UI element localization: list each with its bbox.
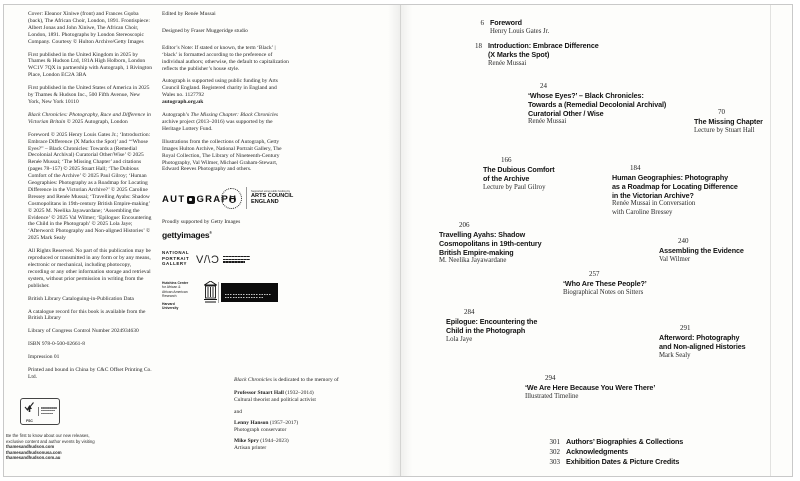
building-icon [204, 281, 217, 308]
uk-publication: First published in the United Kingdom in 2025 by Thames & Hudson Ltd, 181A High Holborn, London WC1V 7QX in partnership with Autograph, 1 Rivington Place, London EC2A 3BA [28, 51, 152, 79]
hutchins-line-1: Hutchins Center [162, 281, 189, 285]
toc-entry-dubious-comfort [483, 156, 555, 192]
toc-author: Lecture by Paul Gilroy [483, 183, 546, 191]
toc-entry-whose-eyes [528, 82, 666, 127]
publisher-footer-note [6, 433, 116, 461]
toc-page-number: 284 [464, 308, 475, 316]
missing-chapter-note [162, 112, 290, 133]
dedication-intro [234, 377, 346, 384]
spine-line [400, 5, 401, 476]
autograph-logo-text-left: AUT [162, 194, 186, 205]
colophon-column-1 [28, 11, 153, 387]
gallery-logo-black-box [221, 283, 278, 302]
toc-entry-foreword [468, 19, 549, 36]
toc-title: The Missing Chapter [694, 117, 763, 127]
person-2-role: Photograph conservator [234, 427, 287, 434]
toc-title: Assembling the Evidence [659, 246, 744, 256]
toc-page-number: 294 [545, 374, 556, 382]
toc-entry-afterword [659, 324, 746, 360]
getty-trademark: ® [209, 231, 212, 236]
toc-title: Foreword [490, 18, 522, 27]
autograph-logo-text-right: GRAPH [196, 194, 238, 205]
toc-page-number: 18 [475, 42, 482, 50]
toc-entry-introduction [466, 42, 599, 68]
edited-by: Edited by Renée Mussai [162, 11, 216, 17]
toc-entry-missing-chapter [694, 108, 763, 135]
fsc-label: FSC [26, 418, 33, 423]
page-trim-line [770, 5, 771, 476]
dedication-person-1 [234, 390, 346, 404]
ace-name-2: ENGLAND [251, 199, 279, 205]
getty-images-logo [162, 230, 212, 240]
toc-page-number: 184 [630, 164, 641, 172]
toc-entry-exhibition-dates [538, 458, 683, 467]
person-3-name: Mike Spry [234, 438, 259, 445]
mc-pre: Autograph’s [162, 112, 191, 119]
toc-title-line-2: Cosmopolitans in 19th-century [439, 238, 542, 248]
getty-support-note: Proudly supported by Getty Images [162, 219, 241, 225]
toc-author: M. Neelika Jayawardane [439, 257, 507, 265]
toc-author-line-2: with Caroline Bressey [612, 208, 673, 216]
footer-url-2: thamesandhudsonusa.com [6, 449, 62, 455]
bl-cip: British Library Cataloguing-in-Publication Data [28, 295, 134, 302]
illustrations-note: Illustrations from the collections of Autograph, Getty Images Hulton Archive, National Portrait Gallery, The Royal Collection, The Library of Nineteenth-Century Photography, Val Wilmer, Michael Graham-Stewart, Edward Reeves Photography and others. [162, 138, 282, 173]
arts-council-text [251, 190, 293, 206]
viad-caption-bars [223, 256, 250, 265]
mc-post: archive project (2013–2016) was supported by the Heritage Lottery Fund. [162, 118, 273, 132]
book-copyright-rest: © 2025 Autograph, London [65, 118, 128, 125]
ace-support-note [162, 78, 290, 106]
person-3-dates: (1944–2023) [258, 438, 289, 445]
toc-page-number: 303 [549, 457, 560, 466]
contributor-copyrights: Foreword © 2025 Henry Louis Gates Jr.; ‘Introduction: Embrace Difference (X Marks the Spot)’ and ‘“Whose Eyes?” – Black Chronicles: Towards a (Remedial Decolonial Archival) Curatorial Other/Wise’ © 2025 Renée Mussai; ‘The Missing Chapter’ and citations (pages 78–157) © 2025 Stuart Hall; ‘The Dubious Comfort of the Archive’ © 2025 Paul Gilroy; ‘Human Geographies: Photography as a Roadmap for Locating Difference in the Victorian Archive?’ © 2025 Caroline Bressey and Renée Mussai; ‘Travelling Ayahs: Shadow Cosmopolitans in 19th-century British Empire-making’ © 2025 M. Neelika Jayawardane; ‘Assembling the Evidence’ © 2025 Val Wilmer; ‘Epilogue: Encountering the Child in the Photograph’ © 2025 Lola Jaye; ‘Afterword: Photography and Non-aligned Histories’ © 2025 Mark Sealy [28, 131, 152, 242]
toc-title: Acknowledgments [566, 446, 629, 456]
toc-entry-we-are-here [525, 374, 655, 401]
toc-author: Renée Mussai [528, 118, 567, 126]
toc-page-number: 302 [549, 447, 560, 456]
toc-page-number: 70 [718, 108, 725, 116]
toc-subtitle: Illustrated Timeline [525, 392, 579, 400]
us-publication: First published in the United States of America in 2025 by Thames & Hudson Inc., 500 Fifth Avenue, New York, New York 10110 [28, 85, 150, 105]
viad-glyph: V/\Ɔ [196, 254, 220, 266]
toc-page-number: 206 [459, 221, 470, 229]
dedication-person-2 [234, 420, 346, 434]
toc-author: Renée Mussai in Conversation [612, 200, 696, 208]
toc-title: Authors’ Biographies & Collections [566, 437, 684, 446]
toc-page-number: 301 [549, 438, 560, 446]
book-copyright [28, 112, 153, 126]
autograph-url: autograph.org.uk [162, 99, 204, 106]
getty-wordmark: gettyimages [162, 230, 210, 240]
person-1-role: Cultural theorist and political activist [234, 397, 316, 404]
toc-title: ‘Who Are These People?’ [563, 279, 647, 289]
toc-title: Exhibition Dates & Picture Credits [566, 456, 680, 466]
toc-page-number: 166 [501, 156, 512, 164]
dedication-person-3 [234, 438, 346, 452]
designed-by: Designed by Fraser Muggeridge studio [162, 27, 248, 34]
toc-author: Lola Jaye [446, 335, 473, 343]
footer-line-1: Be the first to know about our new releases, [6, 433, 90, 438]
mc-title: The Missing Chapter: Black Chronicles [190, 112, 279, 119]
hutchins-line-2: for African & [162, 285, 181, 290]
harvard-line-2: University [162, 306, 179, 311]
toc-title: Human Geographies: Photography [612, 173, 729, 183]
toc-subtitle: Biographical Notes on Sitters [563, 288, 644, 296]
editors-note: Editor’s Note: If stated or known, the term ‘Black’ | ‘black’ is formatted according to the preference of individual authors; otherwise, the default to capitalization reflects the publisher’s house style. [162, 44, 289, 72]
logo-divider-2 [218, 282, 219, 303]
toc-title-line-3: British Empire-making [439, 247, 514, 257]
toc-title-line-2: Towards a (Remedial Decolonial Archival) [528, 99, 667, 109]
logo-divider [246, 187, 247, 209]
toc-title-line-2: as a Roadmap for Locating Difference [612, 181, 738, 191]
person-3-role: Artisan printer [234, 445, 267, 452]
printed-in: Printed and bound in China by C&C Offset Printing Co. Ltd. [28, 367, 152, 380]
toc-entry-authors-biographies [538, 438, 683, 447]
ace-tagline: Supported using public funding by [251, 190, 291, 194]
toc-page-number: 291 [680, 324, 691, 332]
hutchins-line-3: African American [162, 289, 188, 294]
toc-title: Introduction: Embrace Difference [488, 41, 599, 50]
toc-title-line-2: Child in the Photograph [446, 325, 526, 335]
cover-credit: Cover: Eleanor Xiniwe (front) and Frances Gqoba (back), The African Choir, London, 1891. Frontispiece: Albert Jonas and John Xiniwe, The African Choir, London, 1891. Photographs by London Stereoscopic Company. Courtesy © Hulton Archive/Getty Images [28, 11, 150, 45]
toc-entry-acknowledgments [538, 448, 683, 457]
toc-entry-human-geographies [612, 164, 738, 217]
person-2-dates: (1957–2017) [268, 419, 299, 426]
npg-line-3: GALLERY [162, 261, 188, 267]
dedication-title: Black Chronicles [234, 377, 272, 383]
impression: Impression 01 [28, 354, 60, 361]
toc-entry-travelling-ayahs [439, 221, 542, 266]
fsc-tree-icon [23, 401, 36, 423]
dedication-intro-rest: is dedicated to the memory of [271, 377, 339, 383]
hutchins-line-4: Research [162, 294, 177, 299]
toc-title: Epilogue: Encountering the [446, 317, 538, 327]
toc-title: ‘Whose Eyes?’ – Black Chronicles: [528, 91, 644, 101]
national-portrait-gallery-logo [162, 250, 189, 267]
toc-author: Lecture by Stuart Hall [694, 126, 755, 134]
lottery-funded-icon [221, 188, 242, 209]
toc-title-line-3: in the Victorian Archive? [612, 190, 694, 200]
hutchins-center-logo [162, 281, 188, 310]
loc-number: Library of Congress Control Number 2024934630 [28, 328, 139, 335]
toc-author: Henry Louis Gates Jr. [490, 27, 550, 35]
isbn: ISBN 978-0-500-02661-8 [28, 341, 85, 348]
toc-title-line-2: of the Archive [483, 173, 530, 183]
fsc-caption-bars [38, 407, 57, 415]
book-title: Black Chronicles: Photography, Race and Difference in Victorian Britain [28, 111, 151, 125]
ace-support-text: Autograph is supported using public funding by Arts Council England. Registered charity in England and Wales no. 1127792 [162, 78, 278, 99]
dedication-conjunction: and [234, 408, 242, 415]
rights-reserved: All Rights Reserved. No part of this publication may be reproduced or transmitted in any form or by any means, electronic or mechanical, including photocopy, recording or any other information storage and retrieval system, without prior permission in writing from the publisher. [28, 248, 151, 289]
toc-page-number: 240 [678, 237, 689, 245]
fsc-logo [20, 398, 60, 425]
colophon-column-2 [162, 11, 290, 179]
toc-entry-who-are-these-people [563, 270, 647, 297]
ace-name-1: ARTS COUNCIL [251, 193, 294, 200]
toc-author: Renée Mussai [488, 59, 527, 67]
toc-title-line-3: Curatorial Other / Wise [528, 108, 604, 118]
toc-entry-assembling-evidence [659, 237, 744, 264]
person-1-name: Professor Stuart Hall [234, 390, 284, 397]
dedication-block [234, 377, 346, 459]
bl-catalogue: A catalogue record for this book is available from the British Library [28, 308, 146, 322]
toc-title-line-2: and Non-aligned Histories [659, 341, 746, 351]
toc-author: Val Wilmer [659, 255, 691, 263]
arts-council-logo [221, 187, 293, 209]
toc-page-number: 257 [589, 270, 600, 278]
footer-url-3: thamesandhudson.com.au [6, 455, 61, 461]
footer-url-1: thamesandhudson.com [6, 444, 55, 450]
toc-title: Travelling Ayahs: Shadow [439, 230, 526, 240]
toc-title: ‘We Are Here Because You Were There’ [525, 383, 656, 393]
toc-title: Afterword: Photography [659, 333, 740, 343]
toc-title: The Dubious Comfort [483, 165, 555, 175]
toc-author: Mark Sealy [659, 351, 691, 359]
toc-title-line-2: (X Marks the Spot) [488, 49, 550, 59]
viad-logo [196, 254, 250, 266]
toc-page-number: 6 [480, 19, 484, 27]
harvard-line-1: Harvard [162, 301, 175, 306]
autograph-o-icon [187, 196, 195, 204]
person-1-dates: (1932–2014) [283, 390, 314, 397]
toc-page-number: 24 [540, 82, 547, 90]
toc-end-matter [538, 438, 683, 467]
npg-line-2: PORTRAIT [162, 255, 190, 261]
person-2-name: Lenny Hanson [234, 419, 269, 426]
footer-line-2: exclusive content and author events by visiting [6, 438, 95, 444]
npg-line-1: NATIONAL [162, 250, 190, 255]
toc-entry-epilogue [446, 308, 537, 344]
